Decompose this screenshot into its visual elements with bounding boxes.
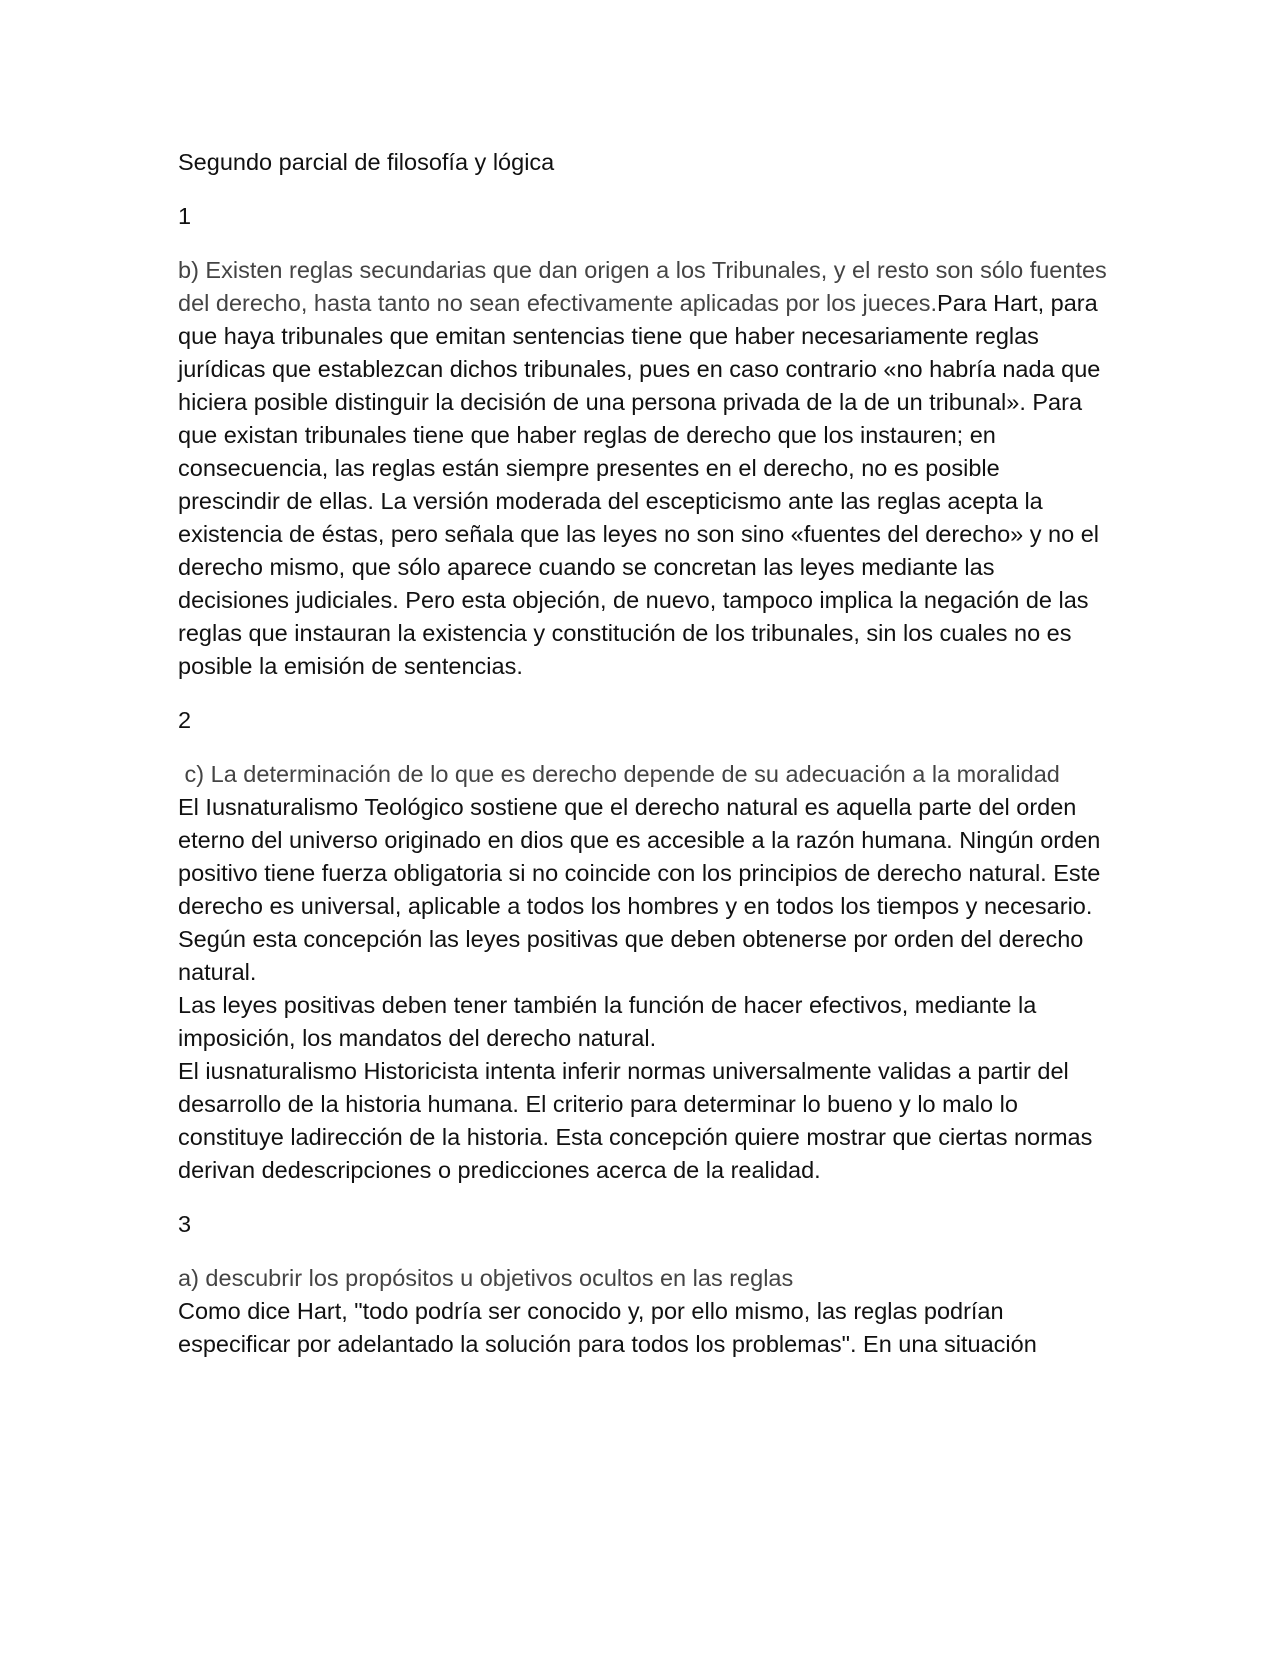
explanation-paragraph: Las leyes positivas deben tener también la función de hacer efectivos, mediante la imposición, los mandatos del derecho natural. <box>178 992 1037 1051</box>
explanation-paragraph: El Iusnaturalismo Teológico sostiene que el derecho natural es aquella parte del orden eterno del universo originado en dios que es accesible a la razón humana. Ningún orden positivo tiene fuerza obligatoria si no coincide con los principios de derecho natural. Este derecho es universal, aplicable a todos los hombres y en todos los tiempos y necesario. <box>178 794 1101 919</box>
answer-option: c) La determinación de lo que es derecho depende de su adecuación a la moralidad <box>178 761 1060 787</box>
question-2-body <box>178 758 1108 1187</box>
explanation-paragraph: Para Hart, para que haya tribunales que emitan sentencias tiene que haber necesariamente reglas jurídicas que establezcan dichos tribunales, pues en caso contrario «no habría nada que hiciera posible distinguir la decisión de una persona privada de la de un tribunal». Para que existan tribunales tiene que haber reglas de derecho que los instauren; en consecuencia, las reglas están siempre presentes en el derecho, no es posible prescindir de ellas. La versión moderada del escepticismo ante las reglas acepta la existencia de éstas, pero señala que las leyes no son sino «fuentes del derecho» y no el derecho mismo, que sólo aparece cuando se concretan las leyes mediante las decisiones judiciales. Pero esta objeción, de nuevo, tampoco implica la negación de las reglas que instauran la existencia y constitución de los tribunales, sin los cuales no es posible la emisión de sentencias. <box>178 290 1101 679</box>
answer-option: b) Existen reglas secundarias que dan origen a los Tribunales, y el resto son sólo fuentes del derecho, hasta tanto no sean efectivamente aplicadas por los jueces. <box>178 257 1107 316</box>
explanation-paragraph: El iusnaturalismo Historicista intenta inferir normas universalmente validas a partir del desarrollo de la historia humana. El criterio para determinar lo bueno y lo malo lo constituye ladirección de la historia. Esta concepción quiere mostrar que ciertas normas derivan dedescripciones o predicciones acerca de la realidad. <box>178 1058 1093 1183</box>
question-1-body <box>178 254 1108 683</box>
answer-option: a) descubrir los propósitos u objetivos ocultos en las reglas <box>178 1265 794 1291</box>
question-number: 3 <box>178 1211 192 1237</box>
document-title: Segundo parcial de filosofía y lógica <box>178 149 555 175</box>
question-3-body <box>178 1262 1108 1361</box>
question-number: 1 <box>178 203 192 229</box>
document-page <box>178 146 1108 1361</box>
question-number: 2 <box>178 707 192 733</box>
explanation-paragraph: Como dice Hart, "todo podría ser conocido y, por ello mismo, las reglas podrían especificar por adelantado la solución para todos los problemas". En una situación <box>178 1298 1037 1357</box>
explanation-paragraph: Según esta concepción las leyes positivas que deben obtenerse por orden del derecho natural. <box>178 926 1084 985</box>
